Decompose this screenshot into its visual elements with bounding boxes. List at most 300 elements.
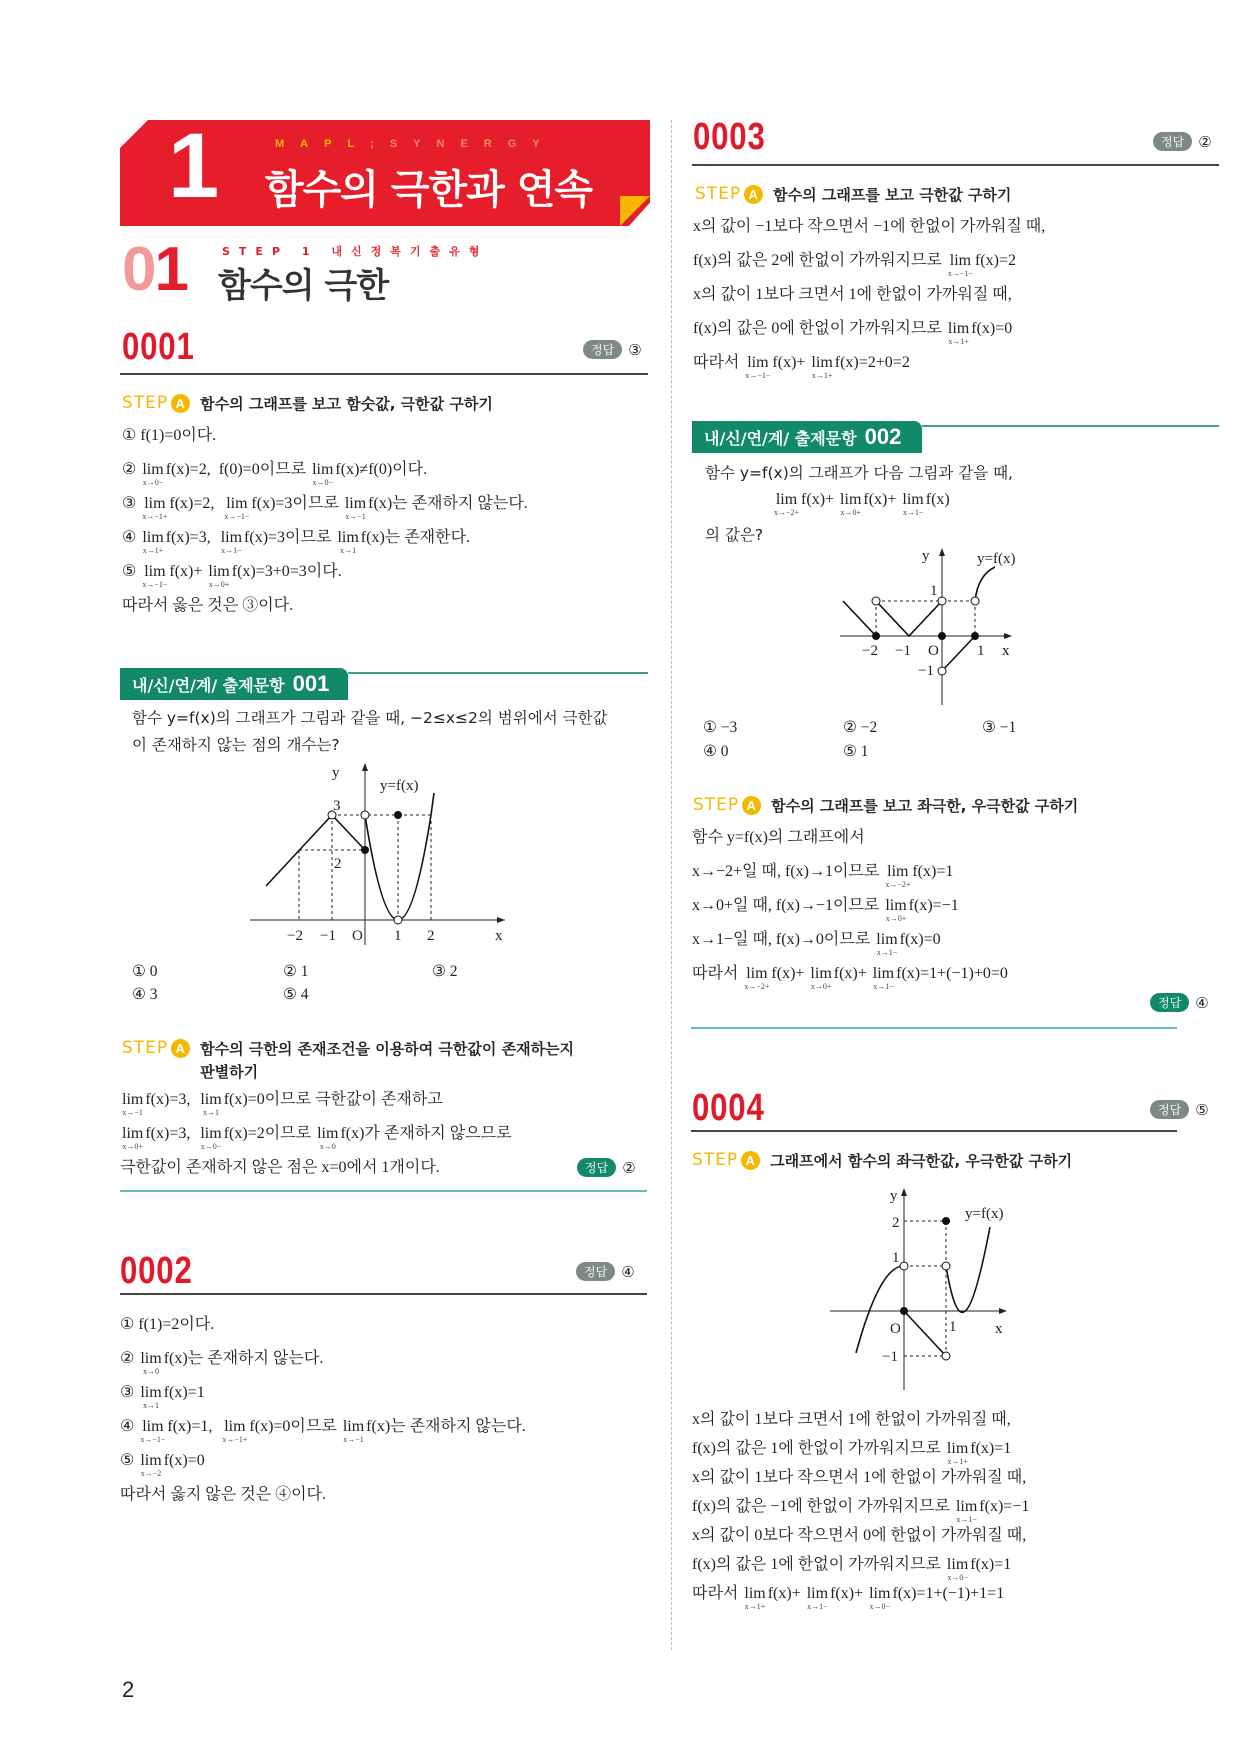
question-line: 함수 y=f(x)의 그래프가 그림과 같을 때, −2≤x≤2의 범위에서 극한값 — [132, 709, 608, 727]
lim-subscript: x→−2+ — [744, 982, 770, 991]
text-segment: x의 값이 −1보다 작으면서 −1에 한없이 가까워질 때, — [693, 218, 1046, 235]
text-segment: f(x)의 값은 −1에 한없이 가까워지므로 — [692, 1498, 954, 1515]
brand-synergy: SYNERGY — [389, 138, 556, 150]
section-number-b: 1 — [154, 235, 187, 304]
lim-subscript: x→1− — [876, 948, 898, 957]
divider — [692, 164, 1219, 166]
lim-subscript: x→0+ — [840, 508, 861, 517]
tick-label: 2 — [334, 856, 342, 872]
solution-line — [693, 251, 1045, 285]
limit-expression — [140, 1417, 165, 1444]
divider — [691, 1130, 1177, 1132]
step-title-line: 판별하기 — [200, 1063, 259, 1081]
filled-point — [900, 1307, 908, 1315]
x-axis-label: x — [1002, 643, 1010, 659]
solution-lines — [120, 1090, 512, 1192]
limit-expression — [902, 490, 923, 517]
step-heading — [122, 393, 493, 414]
limit-expression — [142, 460, 163, 487]
lim-word: lim — [902, 491, 924, 508]
filled-point — [971, 632, 979, 640]
tick-label: 1 — [930, 583, 938, 599]
section-step-label: STEP 1 내신정복기출유형 — [222, 245, 489, 258]
lim-word: lim — [140, 1452, 162, 1469]
step-text: STEP — [122, 1038, 169, 1058]
related-label: 내/신/연/계/ 출제문항 — [704, 428, 857, 448]
solution-line — [692, 1555, 1029, 1584]
x-axis-label: x — [495, 928, 503, 944]
tick-label: 1 — [394, 928, 402, 944]
step-text: STEP — [693, 795, 740, 815]
lim-subscript: x→0+ — [122, 1142, 143, 1151]
solution-line — [122, 528, 528, 562]
text-segment: 따라서 — [693, 354, 744, 371]
text-segment: 따라서 옳은 것은 ③이다. — [122, 597, 294, 614]
related-number: 001 — [292, 671, 330, 696]
choice[interactable]: ⑤ 1 — [843, 743, 869, 760]
lim-subscript: x→1+ — [744, 1602, 766, 1611]
limit-expression — [200, 1090, 221, 1117]
step-text: STEP — [695, 184, 742, 204]
answer-badge — [576, 1262, 635, 1281]
answer-badge — [583, 340, 642, 359]
answer-value: ③ — [628, 340, 642, 359]
lim-subscript: x→−2+ — [885, 880, 911, 889]
curve-left — [266, 815, 365, 886]
text-segment: f(x)의 값은 1에 한없이 가까워지므로 — [692, 1440, 945, 1457]
limit-expression — [774, 490, 799, 517]
text-segment: f(x)=0이므로 — [249, 1418, 341, 1435]
lim-word: lim — [872, 965, 895, 982]
limit-expression — [142, 494, 167, 521]
step-title: 함수의 그래프를 보고 함숫값, 극한값 구하기 — [200, 395, 493, 413]
step-label — [695, 184, 763, 204]
open-point — [942, 1352, 950, 1360]
divider — [120, 1293, 647, 1295]
related-problem-header — [692, 421, 922, 453]
limit-expression — [224, 494, 249, 521]
lim-word: lim — [876, 931, 898, 948]
text-segment: x의 값이 1보다 작으면서 1에 한없이 가까워질 때, — [692, 1469, 1027, 1486]
limit-expression — [140, 1451, 161, 1478]
text-segment: f(x)=3, — [165, 529, 219, 546]
related-label: 내/신/연/계/ 출제문항 — [132, 675, 285, 695]
x-axis-label: x — [995, 1321, 1003, 1337]
text-segment: 따라서 옳지 않은 것은 ④이다. — [120, 1486, 327, 1503]
column-divider — [671, 120, 672, 1650]
choice[interactable]: ④ 3 — [132, 986, 158, 1003]
choice[interactable]: ⑤ 4 — [283, 986, 309, 1003]
solution-line — [120, 1383, 526, 1417]
graph-001 — [240, 760, 510, 955]
text-segment: f(x)+ — [863, 491, 901, 508]
tick-label: 2 — [892, 1215, 900, 1231]
text-segment: x→0+일 때, f(x)→−1이므로 — [692, 897, 884, 914]
step-letter-icon: A — [171, 1039, 190, 1058]
limit-expression — [744, 964, 769, 991]
choice[interactable]: ② 1 — [283, 963, 309, 980]
limit-expression — [337, 528, 358, 555]
lim-word: lim — [885, 897, 907, 914]
lim-word: lim — [142, 461, 164, 478]
answer-label: 정답 — [576, 1262, 615, 1281]
step-letter-icon: A — [741, 1151, 760, 1170]
solution-line — [120, 1315, 526, 1349]
tick-label: −1 — [882, 1349, 898, 1365]
solution-line — [122, 426, 528, 460]
banner-fold-decoration — [620, 196, 650, 226]
step-heading — [695, 184, 1011, 205]
lim-word: lim — [744, 1585, 766, 1602]
limit-expression — [811, 353, 832, 380]
text-segment: f(x)=1 — [970, 1440, 1012, 1457]
lim-subscript: x→1+ — [947, 1457, 968, 1466]
choice[interactable]: ① 0 — [132, 963, 158, 980]
text-segment: f(x)=2+0=2 — [834, 354, 910, 371]
chapter-number: 1 — [168, 115, 220, 217]
lim-subscript: x→−1+ — [142, 512, 168, 521]
text-segment: f(x)의 값은 1에 한없이 가까워지므로 — [692, 1556, 945, 1573]
text-segment: ② — [120, 1350, 139, 1367]
text-segment: 따라서 — [692, 1585, 743, 1602]
solution-line — [692, 1468, 1029, 1497]
lim-word: lim — [949, 252, 972, 269]
tick-label: 2 — [427, 928, 435, 944]
open-point — [394, 916, 402, 924]
problem-number: 0003 — [693, 116, 766, 158]
solution-line — [120, 1090, 512, 1124]
solution-line — [693, 353, 1045, 387]
text-segment: f(x)=1+(−1)+0=0 — [896, 965, 1008, 982]
limit-expression — [140, 1349, 161, 1376]
text-segment: f(x)=3, — [145, 1091, 199, 1108]
text-segment: ③ — [120, 1384, 139, 1401]
text-segment: f(x) — [925, 491, 950, 508]
tick-label: 1 — [892, 1250, 900, 1266]
limit-expression — [142, 528, 163, 555]
limit-expression — [140, 1383, 161, 1410]
text-segment: 극한값이 존재하지 않은 점은 x=0에서 1개이다. — [120, 1159, 440, 1176]
lim-subscript: x→−1− — [140, 1435, 166, 1444]
text-segment: f(x)=0 — [899, 931, 941, 948]
lim-word: lim — [775, 491, 798, 508]
lim-word: lim — [747, 354, 769, 371]
answer-value: ② — [622, 1158, 636, 1177]
lim-subscript: x→−1+ — [222, 1435, 248, 1444]
lim-subscript: x→0+ — [810, 982, 832, 991]
lim-word: lim — [312, 461, 334, 478]
question-line: 이 존재하지 않는 점의 개수는? — [132, 736, 340, 754]
lim-word: lim — [122, 1091, 144, 1108]
solution-line — [120, 1451, 526, 1485]
text-segment: f(x)의 값은 2에 한없이 가까워지므로 — [693, 252, 946, 269]
solution-lines — [120, 1315, 526, 1519]
limit-expression — [948, 251, 973, 278]
text-segment: f(x)는 존재하지 않는다. — [366, 1418, 526, 1435]
lim-word: lim — [220, 529, 243, 546]
lim-subscript: x→1− — [873, 982, 894, 991]
text-segment: f(x)=0 — [971, 320, 1013, 337]
text-segment: f(x)는 존재한다. — [360, 529, 471, 546]
lim-word: lim — [869, 1585, 891, 1602]
choice[interactable]: ③ −1 — [982, 719, 1017, 736]
text-segment: f(x)=1 — [163, 1384, 205, 1401]
limit-expression — [840, 490, 861, 517]
lim-subscript: x→0− — [142, 478, 164, 487]
problem-number: 0004 — [692, 1087, 765, 1129]
lim-subscript: x→0 — [143, 1367, 160, 1376]
solution-line — [692, 1584, 1029, 1613]
solution-line — [693, 319, 1045, 353]
graph-0004 — [790, 1185, 1080, 1400]
lim-word: lim — [226, 495, 248, 512]
limit-expression — [345, 494, 366, 521]
lim-subscript: x→1 — [143, 1401, 160, 1410]
lim-word: lim — [810, 965, 832, 982]
limit-expression — [869, 1584, 890, 1611]
solution-line — [692, 964, 1008, 998]
section-title: 함수의 극한 — [218, 266, 389, 306]
lim-word: lim — [811, 354, 833, 371]
text-segment: ① f(1)=0이다. — [122, 427, 217, 444]
limit-expression — [142, 562, 167, 589]
step-heading — [692, 1150, 1072, 1171]
answer-label: 정답 — [1150, 1100, 1189, 1119]
limit-expression — [810, 964, 831, 991]
lim-word: lim — [317, 1125, 339, 1142]
y-axis-label: y — [332, 765, 340, 781]
open-point — [938, 667, 946, 675]
open-point — [872, 597, 880, 605]
solution-line — [122, 494, 528, 528]
open-point — [942, 1262, 950, 1270]
tick-label: 1 — [977, 643, 985, 659]
text-segment: f(x)는 존재하지 않는다. — [368, 495, 528, 512]
chapter-brand — [275, 138, 556, 150]
lim-word: lim — [142, 529, 164, 546]
step-label — [692, 1150, 760, 1170]
open-point — [938, 597, 946, 605]
lim-word: lim — [946, 1556, 969, 1573]
step-label — [693, 795, 761, 815]
lim-subscript: x→0+ — [208, 580, 230, 589]
y-axis-label: y — [890, 1188, 898, 1204]
function-label: y=f(x) — [380, 778, 419, 794]
limit-expression — [122, 1090, 143, 1117]
answer-value: ② — [1198, 132, 1212, 151]
solution-line — [692, 930, 1008, 964]
text-segment: 따라서 — [692, 965, 743, 982]
tick-label: −1 — [320, 928, 336, 944]
filled-point — [394, 811, 402, 819]
lim-word: lim — [144, 563, 166, 580]
limit-expression — [312, 460, 333, 487]
limit-expression — [343, 1417, 364, 1444]
tick-label: −1 — [895, 643, 911, 659]
choice[interactable]: ② −2 — [843, 719, 878, 736]
answer-label: 정답 — [577, 1158, 616, 1177]
lim-word: lim — [200, 1091, 222, 1108]
lim-word: lim — [806, 1585, 829, 1602]
solution-line — [692, 828, 1008, 862]
step-title: 함수의 그래프를 보고 좌극한, 우극한값 구하기 — [771, 797, 1079, 815]
lim-subscript: x→0− — [312, 478, 333, 487]
filled-point — [938, 632, 946, 640]
lim-word: lim — [142, 1418, 164, 1435]
lim-subscript: x→−2 — [140, 1469, 162, 1478]
limit-expression — [221, 528, 242, 555]
solution-lines — [693, 217, 1045, 387]
solution-line — [772, 490, 950, 524]
lim-subscript: x→0 — [319, 1142, 336, 1151]
answer-value: ⑤ — [1195, 1100, 1209, 1119]
text-segment: f(x)≠f(0)이다. — [335, 461, 428, 478]
text-segment: 함수 y=f(x)의 그래프에서 — [692, 829, 865, 846]
text-segment: ⑤ — [120, 1452, 139, 1469]
text-segment: f(x)+ — [772, 354, 810, 371]
text-segment: f(x)=1+(−1)+1=1 — [892, 1585, 1005, 1602]
lim-word: lim — [208, 563, 230, 580]
text-segment: f(x)+ — [771, 965, 809, 982]
text-segment: ④ — [120, 1418, 139, 1435]
section-number — [122, 234, 187, 305]
divider — [922, 425, 1219, 427]
solution-line — [692, 1526, 1029, 1555]
step-title-line: 함수의 극한의 존재조건을 이용하여 극한값이 존재하는지 — [200, 1040, 575, 1058]
lim-word: lim — [344, 495, 367, 512]
text-segment: x의 값이 0보다 작으면서 0에 한없이 가까워질 때, — [692, 1527, 1027, 1544]
solution-line — [122, 596, 528, 630]
limit-expression — [873, 964, 894, 991]
limit-expression — [947, 1555, 968, 1582]
lim-subscript: x→−1− — [745, 371, 771, 380]
solution-line — [122, 460, 528, 494]
filled-point — [361, 846, 369, 854]
text-segment: f(x)=2이므로 — [223, 1125, 316, 1142]
text-segment: ② — [122, 461, 141, 478]
lim-subscript: x→0− — [869, 1602, 891, 1611]
lim-subscript: x→−1− — [224, 512, 250, 521]
related-problem-header — [120, 668, 348, 700]
limit-expression — [200, 1124, 221, 1151]
lim-word: lim — [840, 491, 862, 508]
step-text: STEP — [122, 393, 169, 413]
answer-badge — [1150, 1100, 1209, 1119]
limit-expression — [807, 1584, 828, 1611]
step-letter-icon: A — [744, 185, 763, 204]
answer-label: 정답 — [583, 340, 622, 359]
solution-line — [120, 1485, 526, 1519]
step-letter-icon: A — [171, 394, 190, 413]
text-segment: ① f(1)=2이다. — [120, 1316, 215, 1333]
text-segment: f(x)=1, — [167, 1418, 221, 1435]
origin-label: O — [890, 1321, 901, 1337]
text-segment: f(x)=0 — [163, 1452, 205, 1469]
limit-expression — [317, 1124, 338, 1151]
text-segment: f(x)+ — [830, 1585, 868, 1602]
text-segment: f(x)=1 — [970, 1556, 1012, 1573]
lim-subscript: x→−1 — [122, 1108, 143, 1117]
chapter-title: 함수의 극한과 연속 — [265, 167, 592, 213]
lim-word: lim — [140, 1384, 162, 1401]
lim-subscript: x→0− — [947, 1573, 968, 1582]
solution-line — [692, 862, 1008, 896]
lim-word: lim — [144, 495, 166, 512]
text-segment: x의 값이 1보다 크면서 1에 한없이 가까워질 때, — [693, 286, 1012, 303]
question-text: 의 값은? — [705, 526, 764, 544]
solution-line — [692, 1497, 1029, 1526]
lim-subscript: x→1− — [807, 1602, 828, 1611]
limit-expression — [956, 1497, 977, 1524]
y-axis-label: y — [922, 548, 930, 564]
tick-label: 3 — [333, 798, 341, 814]
function-label: y=f(x) — [977, 551, 1016, 567]
lim-word: lim — [947, 320, 970, 337]
open-point — [361, 811, 369, 819]
curve-right — [946, 1227, 990, 1312]
lim-word: lim — [342, 1418, 365, 1435]
step-heading — [122, 1038, 574, 1084]
text-segment: f(x)는 존재하지 않는다. — [163, 1350, 324, 1367]
tick-label: −2 — [862, 643, 878, 659]
text-segment: f(x)=3+0=3이다. — [231, 563, 342, 580]
step-title: 함수의 그래프를 보고 극한값 구하기 — [773, 186, 1012, 204]
tick-label: −1 — [918, 663, 934, 679]
lim-subscript: x→1 — [203, 1108, 220, 1117]
choice[interactable]: ③ 2 — [432, 963, 458, 980]
page-number: 2 — [122, 1677, 135, 1702]
problem-number: 0001 — [122, 326, 195, 368]
limit-expression — [947, 1439, 968, 1466]
solution-lines — [692, 828, 1008, 998]
solution-lines — [692, 1410, 1029, 1613]
answer-label: 정답 — [1153, 132, 1192, 151]
lim-word: lim — [337, 529, 359, 546]
lim-subscript: x→−1− — [947, 269, 973, 278]
solution-line — [692, 896, 1008, 930]
choice[interactable]: ① −3 — [703, 719, 738, 736]
text-segment: f(x)=3이므로 — [244, 529, 336, 546]
limit-expression — [744, 1584, 765, 1611]
text-segment: f(x)=0이므로 극한값이 존재하고 — [223, 1091, 443, 1108]
answer-badge — [1150, 993, 1209, 1012]
text-segment: f(x)+ — [169, 563, 207, 580]
text-segment: ④ — [122, 529, 141, 546]
divider — [120, 1190, 647, 1192]
open-point — [900, 1262, 908, 1270]
lim-word: lim — [955, 1498, 978, 1515]
lim-word: lim — [746, 965, 768, 982]
text-segment: x의 값이 1보다 크면서 1에 한없이 가까워질 때, — [692, 1411, 1011, 1428]
step-title — [200, 1038, 574, 1084]
limit-expression — [876, 930, 897, 957]
text-segment: f(x)=2, — [169, 495, 223, 512]
related-number: 002 — [864, 424, 902, 449]
lim-word: lim — [224, 1418, 246, 1435]
lim-subscript: x→1+ — [811, 371, 833, 380]
lim-subscript: x→−1− — [142, 580, 168, 589]
answer-value: ④ — [621, 1262, 635, 1281]
choice[interactable]: ④ 0 — [703, 743, 729, 760]
text-segment: f(x)+ — [767, 1585, 805, 1602]
lim-subscript: x→1+ — [948, 337, 969, 346]
solution-line — [693, 285, 1045, 319]
text-segment: f(x)의 값은 0에 한없이 가까워지므로 — [693, 320, 946, 337]
solution-line — [692, 1410, 1029, 1439]
text-segment: f(x)=1 — [912, 863, 954, 880]
lim-subscript: x→−2+ — [774, 508, 800, 517]
lim-subscript: x→1+ — [142, 546, 164, 555]
